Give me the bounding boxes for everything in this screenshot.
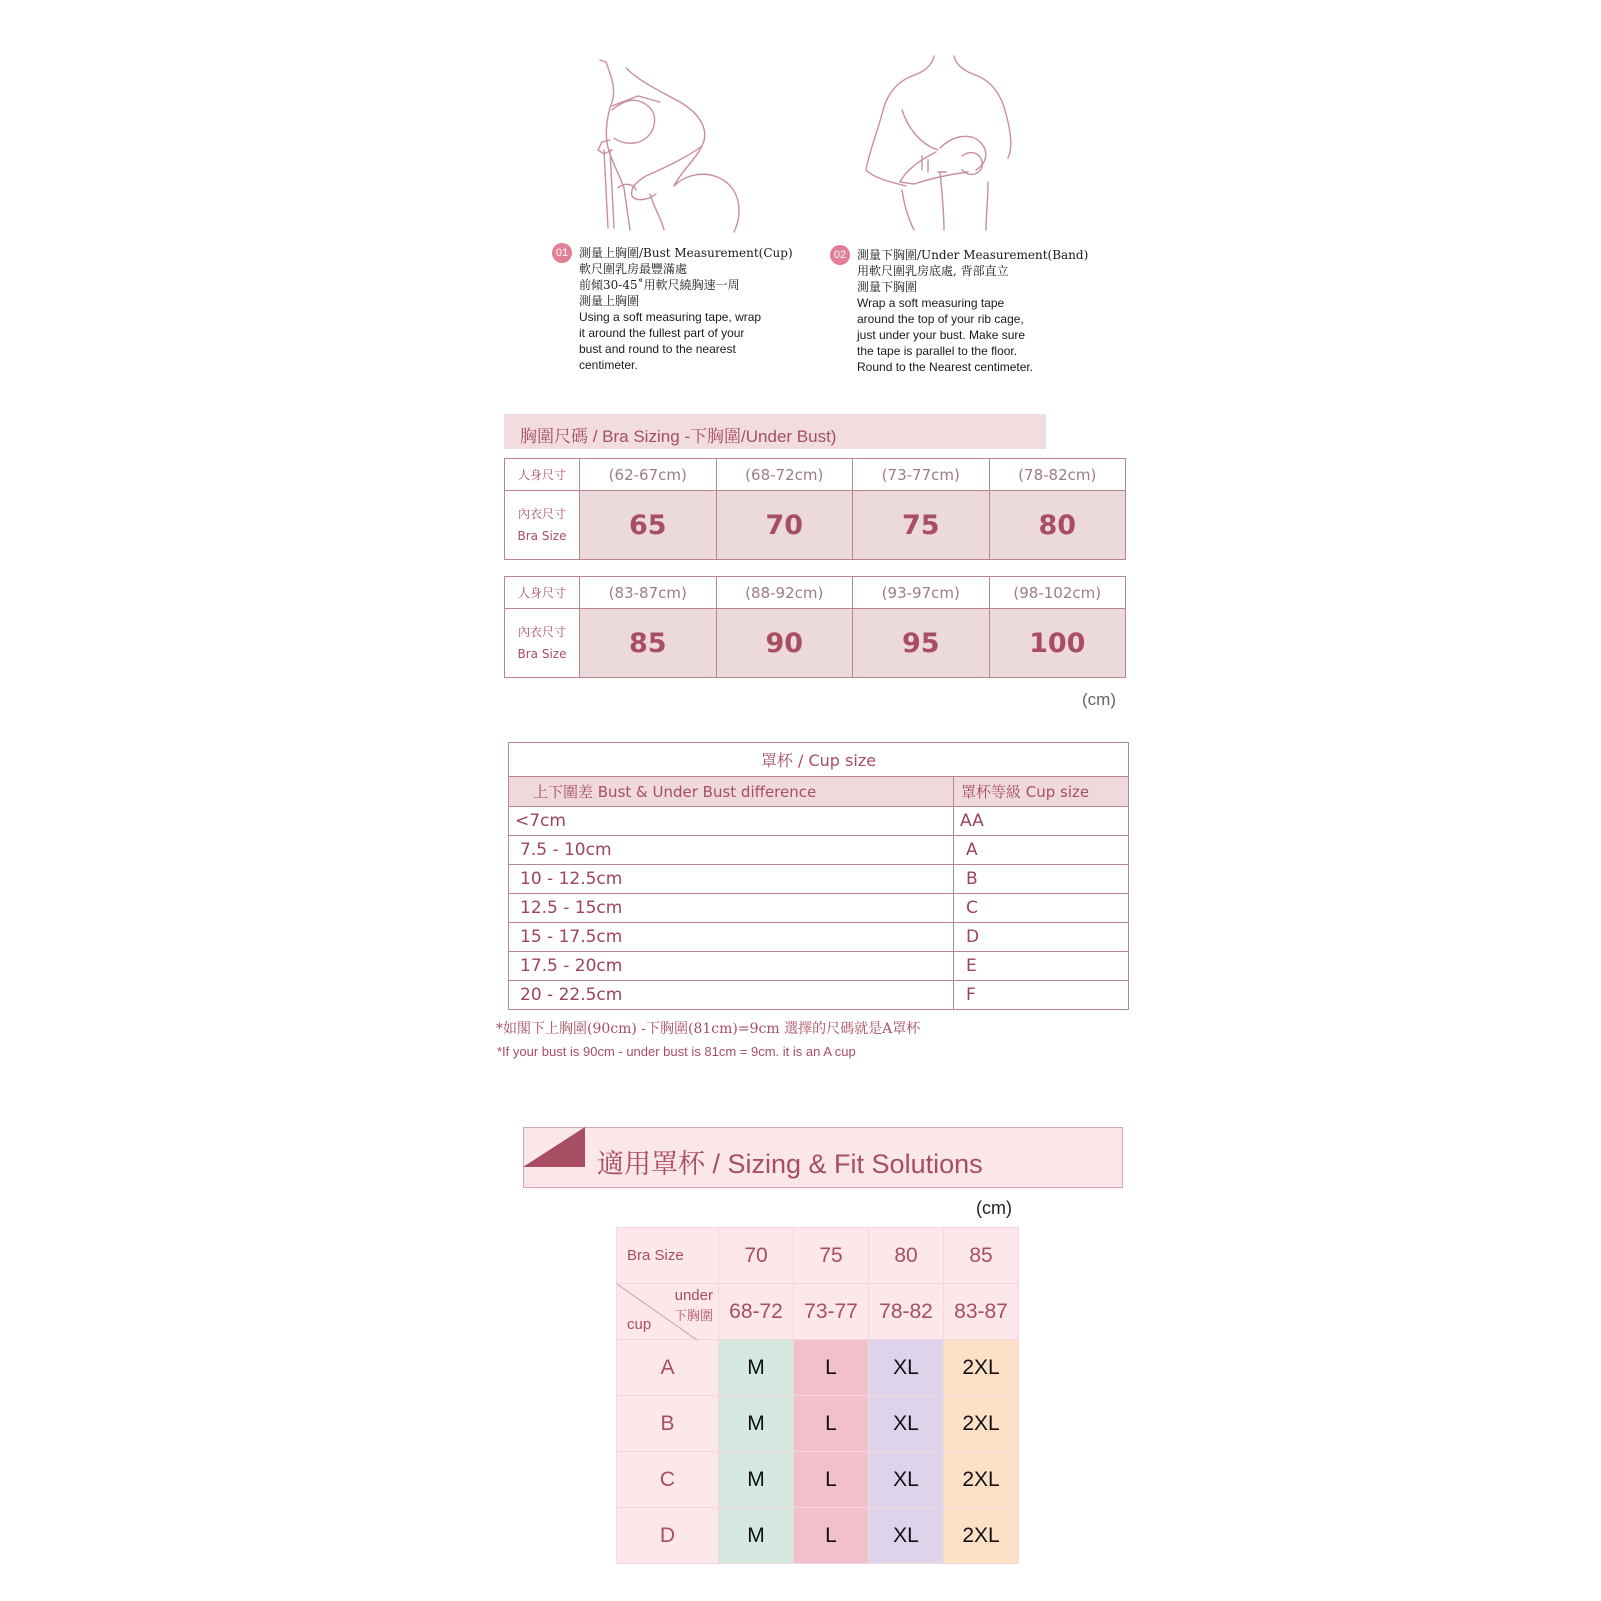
cup-grade-cell: AA — [954, 807, 1129, 836]
fit-cup-cell: C — [617, 1452, 719, 1508]
cup-diff-cell: <7cm — [509, 807, 954, 836]
fit-size-cell: M — [719, 1340, 794, 1396]
fit-under-range-cell: 83-87 — [944, 1284, 1019, 1340]
step-line: centimeter. — [579, 358, 638, 372]
banner-corner-decoration — [523, 1127, 585, 1172]
bust-measurement-illustration — [590, 58, 765, 238]
fit-unit: (cm) — [976, 1198, 1012, 1218]
step-line: 測量上胸圍 — [579, 294, 640, 308]
step-line: Round to the Nearest centimeter. — [857, 360, 1034, 374]
cup-diff-header: 上下圍差 Bust & Under Bust difference — [509, 777, 954, 807]
fit-solutions-title: 適用罩杯 / Sizing & Fit Solutions — [597, 1149, 983, 1179]
cup-label: cup — [627, 1316, 652, 1333]
step-line: bust and round to the nearest — [579, 342, 736, 356]
fit-under-range-cell: 68-72 — [719, 1284, 794, 1340]
fit-size-cell: L — [794, 1452, 869, 1508]
under-label-zh: 下胸圍 — [673, 1309, 713, 1324]
bra-size-label-zh: 內衣尺寸 — [517, 625, 566, 639]
step-line: 前傾30-45˚用軟尺繞胸速一周 — [579, 278, 740, 292]
fit-size-cell: M — [719, 1452, 794, 1508]
bra-size-label-zh: 內衣尺寸 — [517, 507, 566, 521]
bra-sizing-header — [504, 414, 1046, 449]
cup-diff-cell: 17.5 - 20cm — [509, 952, 954, 981]
fit-bra-size-cell: 75 — [794, 1228, 869, 1284]
body-size-label: 人身尺寸 — [505, 459, 580, 491]
fit-solutions-banner — [523, 1127, 1123, 1188]
fit-size-cell: 2XL — [944, 1508, 1019, 1564]
step-line: just under your bust. Make sure — [857, 328, 1026, 342]
cup-diff-cell: 10 - 12.5cm — [509, 865, 954, 894]
bra-size-cell: 100 — [989, 609, 1126, 678]
cup-note-en: *If your bust is 90cm - under bust is 81cm = 9cm. it is an A cup — [497, 1044, 856, 1059]
bra-size-label — [505, 609, 580, 678]
cup-diff-cell: 15 - 17.5cm — [509, 923, 954, 952]
cup-grade-cell: F — [954, 981, 1129, 1010]
bra-size-cell: 70 — [716, 491, 853, 560]
cup-size-title: 罩杯 / Cup size — [509, 743, 1129, 777]
fit-size-cell: 2XL — [944, 1452, 1019, 1508]
body-range-cell: (98-102cm) — [989, 577, 1126, 609]
step-number-badge: 02 — [830, 245, 850, 265]
body-range-cell: (62-67cm) — [580, 459, 717, 491]
body-range-cell: (78-82cm) — [989, 459, 1126, 491]
bra-size-label-en: Bra Size — [517, 529, 567, 543]
bra-size-cell: 90 — [716, 609, 853, 678]
bra-size-cell: 65 — [580, 491, 717, 560]
fit-table — [616, 1227, 1019, 1564]
cup-size-table — [508, 742, 1129, 1010]
cup-grade-cell: D — [954, 923, 1129, 952]
bra-size-cell: 80 — [989, 491, 1126, 560]
step-line: Wrap a soft measuring tape — [857, 296, 1005, 310]
fit-bra-size-label: Bra Size — [617, 1228, 719, 1284]
bra-size-table-2 — [504, 576, 1126, 678]
fit-size-cell: XL — [869, 1452, 944, 1508]
fit-size-cell: 2XL — [944, 1340, 1019, 1396]
step-line: 用軟尺圍乳房底處, 背部直立 — [857, 264, 1009, 278]
fit-bra-size-cell: 80 — [869, 1228, 944, 1284]
body-range-cell: (88-92cm) — [716, 577, 853, 609]
fit-size-cell: 2XL — [944, 1396, 1019, 1452]
fit-under-range-cell: 73-77 — [794, 1284, 869, 1340]
body-range-cell: (68-72cm) — [716, 459, 853, 491]
fit-cup-cell: A — [617, 1340, 719, 1396]
cup-grade-cell: A — [954, 836, 1129, 865]
bra-size-label — [505, 491, 580, 560]
fit-bra-size-cell: 70 — [719, 1228, 794, 1284]
fit-size-cell: L — [794, 1340, 869, 1396]
fit-size-cell: M — [719, 1396, 794, 1452]
step-line: 測量上胸圍/Bust Measurement(Cup) — [579, 246, 793, 260]
under-bust-measurement-illustration — [862, 52, 1027, 234]
bra-size-cell: 75 — [853, 491, 990, 560]
fit-cup-cell: B — [617, 1396, 719, 1452]
fit-cup-cell: D — [617, 1508, 719, 1564]
bra-size-cell: 85 — [580, 609, 717, 678]
step-line: around the top of your rib cage, — [857, 312, 1024, 326]
cup-diff-cell: 20 - 22.5cm — [509, 981, 954, 1010]
cup-grade-cell: B — [954, 865, 1129, 894]
bra-size-table-1 — [504, 458, 1126, 560]
step-number-badge: 01 — [552, 243, 572, 263]
step-line: Using a soft measuring tape, wrap — [579, 310, 762, 324]
body-range-cell: (83-87cm) — [580, 577, 717, 609]
fit-under-range-cell: 78-82 — [869, 1284, 944, 1340]
bra-sizing-title: 胸圍尺碼 / Bra Sizing -下胸圍/Under Bust) — [520, 427, 837, 446]
cup-grade-cell: E — [954, 952, 1129, 981]
fit-corner-header — [617, 1284, 719, 1340]
cup-grade-cell: C — [954, 894, 1129, 923]
cup-note-zh: *如閣下上胸圍(90cm) -下胸圍(81cm)=9cm 選擇的尺碼就是A罩杯 — [496, 1021, 921, 1037]
cup-diff-cell: 12.5 - 15cm — [509, 894, 954, 923]
cup-grade-header: 罩杯等級 Cup size — [954, 777, 1129, 807]
fit-size-cell: XL — [869, 1340, 944, 1396]
under-label: under — [674, 1287, 713, 1304]
step-line: 測量下胸圍/Under Measurement(Band) — [857, 248, 1089, 262]
body-range-cell: (93-97cm) — [853, 577, 990, 609]
fit-size-cell: XL — [869, 1508, 944, 1564]
body-size-label: 人身尺寸 — [505, 577, 580, 609]
step-line: the tape is parallel to the floor. — [857, 344, 1018, 358]
step-line: 軟尺圍乳房最豐滿處 — [579, 262, 688, 276]
step-line: it around the fullest part of your — [579, 326, 745, 340]
cup-diff-cell: 7.5 - 10cm — [509, 836, 954, 865]
fit-size-cell: L — [794, 1508, 869, 1564]
body-range-cell: (73-77cm) — [853, 459, 990, 491]
bra-size-cell: 95 — [853, 609, 990, 678]
fit-size-cell: XL — [869, 1396, 944, 1452]
bra-size-label-en: Bra Size — [517, 647, 567, 661]
fit-size-cell: M — [719, 1508, 794, 1564]
fit-bra-size-cell: 85 — [944, 1228, 1019, 1284]
fit-size-cell: L — [794, 1396, 869, 1452]
step-line: 測量下胸圍 — [857, 280, 918, 294]
bra-sizing-unit: (cm) — [1082, 690, 1116, 709]
